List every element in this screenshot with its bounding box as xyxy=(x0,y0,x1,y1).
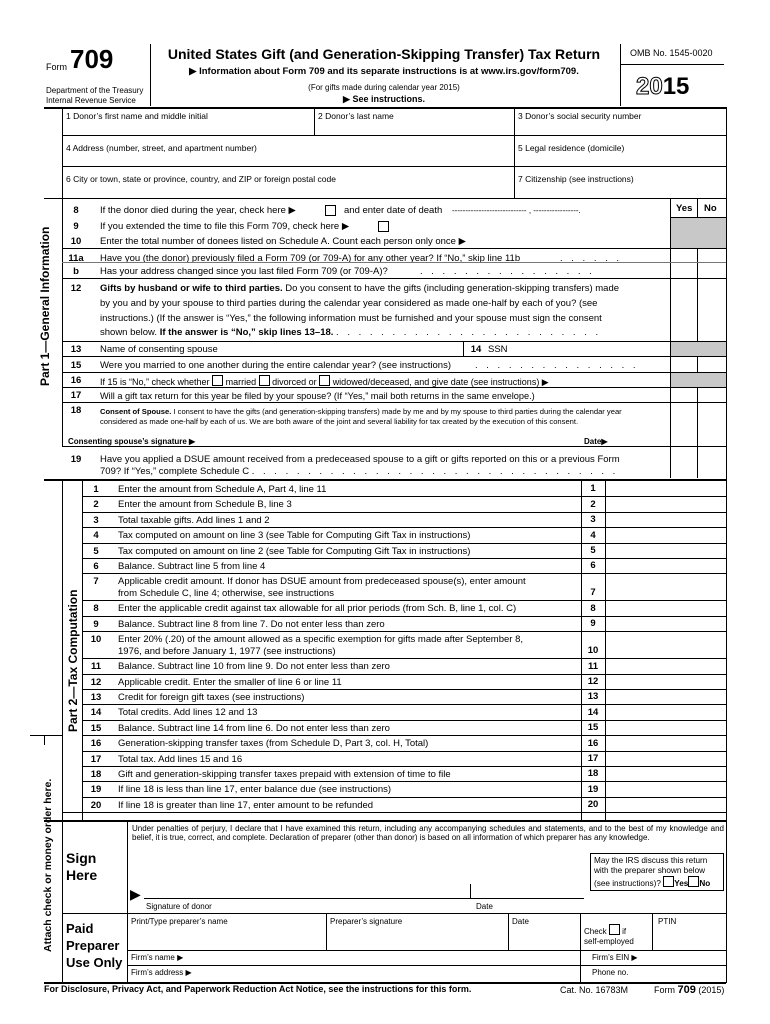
tax-line-box-number: 13 xyxy=(587,691,599,703)
tax-line-text: If line 18 is greater than line 17, enter amount to be refunded xyxy=(118,799,374,811)
preparer-name-field[interactable]: Print/Type preparer’s name xyxy=(131,917,228,926)
tax-line-text: Total credits. Add lines 12 and 13 xyxy=(118,707,258,719)
tax-line-text: Enter the applicable credit against tax allowable for all prior periods (from Sch. B, line 1, col. C) xyxy=(118,603,517,615)
consenting-spouse-signature[interactable]: Consenting spouse’s signature ▶ xyxy=(68,437,196,446)
divorced-checkbox[interactable] xyxy=(259,375,270,386)
tax-line-box-number: 6 xyxy=(590,560,596,572)
tax-line-box-number: 2 xyxy=(590,498,596,510)
donor-ssn-field[interactable]: 3 Donor’s social security number xyxy=(518,111,642,121)
tax-line-text: Enter 20% (.20) of the amount allowed as a specific exemption for gifts made after September 8, xyxy=(118,634,524,646)
date-of-death-field[interactable]: ---------------------------- , -----------------. xyxy=(452,206,581,215)
tax-line-box-number: 15 xyxy=(587,722,599,734)
paid-preparer-title: Paid Preparer Use Only xyxy=(66,921,123,970)
line-15-number: 15 xyxy=(70,360,82,371)
tax-line-box-number: 20 xyxy=(587,799,599,811)
tax-line-text: Generation-skipping transfer taxes (from Schedule D, Part 3, col. H, Total) xyxy=(118,738,429,750)
tax-line-number: 7 xyxy=(93,576,99,588)
info-line: ▶ Information about Form 709 and its separate instructions is at www.irs.gov/form709. xyxy=(189,66,579,77)
tax-line-text: Applicable credit. Enter the smaller of line 6 or line 11 xyxy=(118,676,342,688)
donor-first-name-field[interactable]: 1 Donor’s first name and middle initial xyxy=(66,111,208,121)
tax-amount-field[interactable] xyxy=(606,631,726,658)
irs-discuss-box: May the IRS discuss this return with the preparer shown below (see instructions)? Yes No xyxy=(590,853,724,891)
footer-form-id: Form 709 (2015) xyxy=(654,984,725,996)
line-8-text: If the donor died during the year, check here ▶ xyxy=(100,205,296,216)
discuss-no-checkbox[interactable] xyxy=(688,876,699,887)
tax-line-number: 5 xyxy=(93,545,99,557)
legal-residence-field[interactable]: 5 Legal residence (domicile) xyxy=(518,143,625,153)
tax-amount-field[interactable] xyxy=(606,558,726,573)
tax-line-number: 8 xyxy=(93,603,99,615)
donor-signature-date[interactable]: Date xyxy=(476,902,493,911)
tax-amount-field[interactable] xyxy=(606,689,726,704)
tax-amount-field[interactable] xyxy=(606,766,726,781)
line-17-number: 17 xyxy=(70,390,82,401)
firm-address-field[interactable]: Firm’s address ▶ xyxy=(131,968,192,977)
line-11b-number: b xyxy=(73,266,79,277)
tax-amount-field[interactable] xyxy=(606,543,726,558)
part1-side-label: Part 1—General Information xyxy=(38,226,52,386)
tax-line-text: Enter the amount from Schedule B, line 3 xyxy=(118,499,292,511)
line-11a-text: Have you (the donor) previously filed a Form 709 (or 709-A) for any other year? If “No,” skip line 11b xyxy=(100,253,521,264)
widowed-checkbox[interactable] xyxy=(319,375,330,386)
tax-line-text: Total taxable gifts. Add lines 1 and 2 xyxy=(118,514,270,526)
tax-line-number: 10 xyxy=(90,634,102,646)
firm-name-field[interactable]: Firm’s name ▶ xyxy=(131,953,184,962)
line-10-text: Enter the total number of donees listed on Schedule A. Count each person only once ▶ xyxy=(100,236,466,247)
tax-line-text: Tax computed on amount on line 3 (see Table for Computing Gift Tax in instructions) xyxy=(118,530,471,542)
tax-line-number: 20 xyxy=(90,799,102,811)
line-9-number: 9 xyxy=(73,221,79,232)
tax-line-box-number: 14 xyxy=(587,706,599,718)
tax-amount-field[interactable] xyxy=(606,720,726,735)
tax-amount-field[interactable] xyxy=(606,481,726,496)
line-15-text: Were you married to one another during the entire calendar year? (see instructions) xyxy=(100,360,451,371)
tax-line-number: 17 xyxy=(90,753,102,765)
tax-line-box-number: 11 xyxy=(587,660,599,672)
tax-amount-field[interactable] xyxy=(606,751,726,766)
part2-side-label: Part 2—Tax Computation xyxy=(66,589,80,732)
tax-line-text: Balance. Subtract line 14 from line 6. Do not enter less than zero xyxy=(118,722,390,734)
line-14-number: 14 xyxy=(470,344,482,355)
form-number: 709 xyxy=(70,44,114,74)
line-11b-text: Has your address changed since you last filed Form 709 (or 709-A)? xyxy=(100,266,388,277)
tax-line-text: Gift and generation-skipping transfer taxes prepaid with extension of time to file xyxy=(118,769,451,780)
tax-line-text-cont: from Schedule C, line 4; otherwise, see instructions xyxy=(118,588,334,600)
tax-line-box-number: 17 xyxy=(587,753,599,764)
preparer-date-field[interactable]: Date xyxy=(512,917,529,926)
tax-line-text: Balance. Subtract line 5 from line 4 xyxy=(118,561,266,572)
tax-line-number: 1 xyxy=(93,484,99,495)
irs-line: Internal Revenue Service xyxy=(46,96,136,105)
no-header: No xyxy=(704,203,717,214)
married-checkbox[interactable] xyxy=(212,375,223,386)
tax-line-number: 13 xyxy=(90,692,102,703)
line-19-number: 19 xyxy=(70,454,82,465)
omb-number: OMB No. 1545-0020 xyxy=(630,48,713,58)
tax-line-number: 19 xyxy=(90,784,102,796)
tax-line-number: 16 xyxy=(90,738,102,750)
tax-amount-field[interactable] xyxy=(606,573,726,600)
tax-line-text: If line 18 is less than line 17, enter balance due (see instructions) xyxy=(118,784,392,796)
form-label: Form xyxy=(46,62,67,72)
tax-amount-field[interactable] xyxy=(606,600,726,615)
tax-line-box-number: 4 xyxy=(590,529,596,541)
donor-address-field[interactable]: 4 Address (number, street, and apartment number) xyxy=(66,143,257,153)
citizenship-field[interactable]: 7 Citizenship (see instructions) xyxy=(518,174,634,184)
tax-amount-field[interactable] xyxy=(606,781,726,796)
form-title: United States Gift (and Generation-Skipping Transfer) Tax Return xyxy=(167,46,601,62)
tax-line-box-number: 7 xyxy=(590,587,596,599)
privacy-notice: For Disclosure, Privacy Act, and Paperwork Reduction Act Notice, see the instructions for this form. xyxy=(44,984,472,994)
sign-here-title: Sign Here xyxy=(66,850,98,883)
tax-line-text-cont: 1976, and before January 1, 1977 (see instructions) xyxy=(118,646,336,658)
self-employed-checkbox[interactable] xyxy=(609,924,620,935)
ptin-field[interactable]: PTIN xyxy=(658,917,677,926)
tax-line-text: Applicable credit amount. If donor has DSUE amount from predeceased spouse(s), enter amount xyxy=(118,576,526,588)
line-8-date-label: and enter date of death xyxy=(344,205,443,216)
phone-field[interactable]: Phone no. xyxy=(592,968,629,977)
line-13-number: 13 xyxy=(70,344,82,355)
tax-line-number: 11 xyxy=(90,661,102,673)
tax-line-number: 4 xyxy=(93,530,99,542)
tax-line-text: Tax computed on amount on line 2 (see Table for Computing Gift Tax in instructions) xyxy=(118,545,471,557)
line-16-number: 16 xyxy=(70,375,82,386)
donor-last-name-field[interactable]: 2 Donor’s last name xyxy=(318,111,394,121)
tax-line-number: 2 xyxy=(93,499,99,511)
yes-header: Yes xyxy=(676,203,693,214)
line-11a-number: 11a xyxy=(68,253,84,264)
spouse-ssn-field[interactable]: SSN xyxy=(488,344,508,355)
tax-line-number: 18 xyxy=(90,769,102,780)
tax-amount-field[interactable] xyxy=(606,512,726,527)
line-16-text: If 15 is “No,” check whether married divorced or widowed/deceased, and give date (see instructions) ▶ xyxy=(100,377,549,387)
tax-amount-field[interactable] xyxy=(606,496,726,511)
tax-line-box-number: 5 xyxy=(590,545,596,556)
tax-line-text: Balance. Subtract line 10 from line 9. Do not enter less than zero xyxy=(118,661,390,673)
tax-amount-field[interactable] xyxy=(606,527,726,542)
preparer-signature-field[interactable]: Preparer’s signature xyxy=(330,917,403,926)
line-8-number: 8 xyxy=(73,205,79,216)
tax-line-number: 15 xyxy=(90,722,102,734)
attach-check-label: Attach check or money order here. xyxy=(42,778,54,952)
catalog-number: Cat. No. 16783M xyxy=(560,985,629,995)
tax-amount-field[interactable] xyxy=(606,735,726,750)
spouse-signature-date[interactable]: Date▶ xyxy=(584,437,608,446)
line-12-number: 12 xyxy=(70,283,82,294)
tax-amount-field[interactable] xyxy=(606,658,726,673)
tax-line-number: 14 xyxy=(90,707,102,719)
line-9-text: If you extended the time to file this Form 709, check here ▶ xyxy=(100,221,350,232)
tax-line-text: Total tax. Add lines 15 and 16 xyxy=(118,753,243,765)
died-checkbox[interactable] xyxy=(325,205,336,216)
tax-line-box-number: 8 xyxy=(590,602,596,614)
firm-ein-field[interactable]: Firm’s EIN ▶ xyxy=(592,953,638,962)
tax-line-number: 9 xyxy=(93,618,99,630)
tax-line-number: 6 xyxy=(93,561,99,572)
tax-line-divider xyxy=(62,812,726,813)
tax-line-box-number: 10 xyxy=(587,645,599,657)
line-18-number: 18 xyxy=(70,405,82,416)
tax-line-box-number: 3 xyxy=(590,514,596,526)
tax-line-text: Balance. Subtract line 8 from line 7. Do not enter less than zero xyxy=(118,618,385,630)
line-12-text: Gifts by husband or wife to third parties. Do you consent to have the gifts (including generation-skipping transfers) made xyxy=(100,283,620,294)
donor-city-field[interactable]: 6 City or town, state or province, country, and ZIP or foreign postal code xyxy=(66,174,336,184)
line-19-text: Have you applied a DSUE amount received from a predeceased spouse to a gift or gifts reported on this or a previous Form xyxy=(100,454,620,465)
tax-amount-field[interactable] xyxy=(606,704,726,719)
see-instructions: ▶ See instructions. xyxy=(343,94,425,104)
tax-line-box-number: 1 xyxy=(590,483,596,495)
tax-line-text: Credit for foreign gift taxes (see instructions) xyxy=(118,692,305,703)
tax-line-text: Enter the amount from Schedule A, Part 4, line 11 xyxy=(118,484,327,495)
calendar-year-note: (For gifts made during calendar year 2015) xyxy=(308,83,460,92)
tax-line-box-number: 12 xyxy=(587,676,599,687)
discuss-yes-checkbox[interactable] xyxy=(663,876,674,887)
tax-line-box-number: 19 xyxy=(587,783,599,795)
tax-line-number: 12 xyxy=(90,676,102,688)
tax-amount-field[interactable] xyxy=(606,674,726,689)
tax-line-box-number: 18 xyxy=(587,768,599,780)
extension-checkbox[interactable] xyxy=(378,221,389,232)
line-17-text: Will a gift tax return for this year be filed by your spouse? (If “Yes,” mail both returns in the same envelope.) xyxy=(100,391,535,401)
consent-of-spouse-text: Consent of Spouse. I consent to have the gifts (and generation-skipping transfers) made by me and by my spouse to third parties during the calendar year xyxy=(100,407,622,416)
consenting-spouse-name-field[interactable]: Name of consenting spouse xyxy=(100,344,218,355)
self-employed-check: Check if self-employed xyxy=(584,924,634,947)
tax-line-box-number: 9 xyxy=(590,618,596,630)
tax-amount-field[interactable] xyxy=(606,797,726,812)
tax-year: 2015 xyxy=(636,73,690,100)
donor-signature-field[interactable]: Signature of donor xyxy=(146,902,212,911)
perjury-statement: Under penalties of perjury, I declare that I have examined this return, including any accompanying schedules and statements, and to the best of my knowledge and belief, it is true, correct, and complete. Declaration of preparer (other than donor) is based on all information of which preparer has any knowledge. xyxy=(132,824,724,842)
tax-line-number: 3 xyxy=(93,514,99,526)
tax-line-box-number: 16 xyxy=(587,737,599,749)
dept-line: Department of the Treasury xyxy=(46,86,144,95)
line-10-number: 10 xyxy=(70,236,82,247)
tax-amount-field[interactable] xyxy=(606,616,726,631)
